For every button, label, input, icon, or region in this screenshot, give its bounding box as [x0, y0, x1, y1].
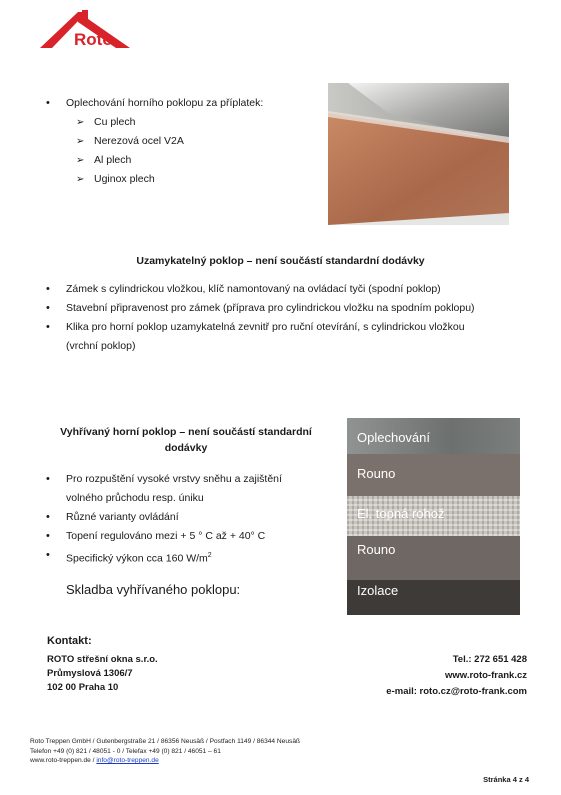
cladding-item: ➢ Al plech	[76, 151, 324, 170]
section2-title: Uzamykatelný poklop – není součástí standardní dodávky	[136, 255, 425, 267]
section-heated	[44, 470, 334, 569]
heated-item	[44, 546, 334, 569]
cladding-item: ➢ Nerezová ocel V2A	[76, 132, 324, 151]
logo-text: Roto	[74, 30, 113, 49]
footer-separator: /	[90, 757, 97, 764]
lock-item: • Zámek s cylindrickou vložkou, klíč namontovaný na ovládací tyči (spodní poklop)	[44, 280, 504, 299]
cladding-item: ➢ Cu plech	[76, 113, 324, 132]
footer-email[interactable]: info@roto-treppen.de	[96, 757, 159, 764]
section3-title: Vyhřívaný horní poklop – není součástí standardní dodávky	[60, 426, 312, 454]
company-name: ROTO střešní okna s.r.o.	[47, 654, 158, 665]
heated-layers-photo	[347, 418, 520, 615]
contact-label: Kontakt:	[47, 635, 92, 647]
cladding-heading: • Oplechování horního poklopu za příplatek:	[44, 94, 324, 113]
layer-label: Oplechování	[357, 430, 430, 445]
email-link[interactable]: e-mail: roto.cz@roto-frank.com	[386, 686, 527, 697]
metal-sheets-photo	[328, 83, 509, 225]
street: Průmyslová 1306/7	[47, 668, 133, 679]
heated-item: • Pro rozpuštění vysoké vrstvy sněhu a zajištění volného průchodu resp. úniku	[44, 470, 334, 508]
city: 102 00 Praha 10	[47, 682, 119, 693]
roto-logo	[38, 8, 132, 52]
heated-item: • Topení regulováno mezi + 5 ° C až + 40° C	[44, 527, 334, 546]
footer-web[interactable]: www.roto-treppen.de	[30, 757, 91, 764]
web-link[interactable]: www.roto-frank.cz	[445, 670, 527, 681]
cladding-item: ➢ Uginox plech	[76, 170, 324, 189]
contact-right	[287, 652, 527, 700]
power-exponent: 2	[207, 552, 212, 559]
layer-label: El. topná rohož	[357, 506, 445, 521]
phone: Tel.: 272 651 428	[452, 654, 527, 665]
layer-label: Rouno	[357, 542, 396, 557]
footer-phone: Telefon +49 (0) 821 / 48051 - 0 / Telefax +49 (0) 821 / 46051 – 61	[30, 747, 221, 755]
contact-block	[47, 634, 287, 695]
section-lockable	[44, 280, 504, 356]
layer-caption: Skladba vyhřívaného poklopu:	[66, 582, 241, 597]
layer-label: Rouno	[357, 466, 396, 481]
lock-item: • Stavební připravenost pro zámek (příprava pro cylindrickou vložku na spodním poklopu)	[44, 299, 504, 318]
power-text: Specifický výkon cca 160 W/m	[66, 552, 208, 565]
footer-address: Roto Treppen GmbH / Gutenbergstraße 21 / 86356 Neusäß / Postfach 1149 / 86344 Neusäß	[30, 738, 301, 745]
lock-item: • Klika pro horní poklop uzamykatelná zevnitř pro ruční otevírání, s cylindrickou vložkou (vrchní poklop)	[44, 318, 504, 356]
footer	[30, 737, 450, 766]
layer-label: Izolace	[357, 583, 399, 598]
page-number: Stránka 4 z 4	[483, 775, 529, 784]
footer-links	[30, 756, 450, 766]
section-cladding	[44, 94, 324, 189]
heated-item: • Různé varianty ovládání	[44, 508, 334, 527]
